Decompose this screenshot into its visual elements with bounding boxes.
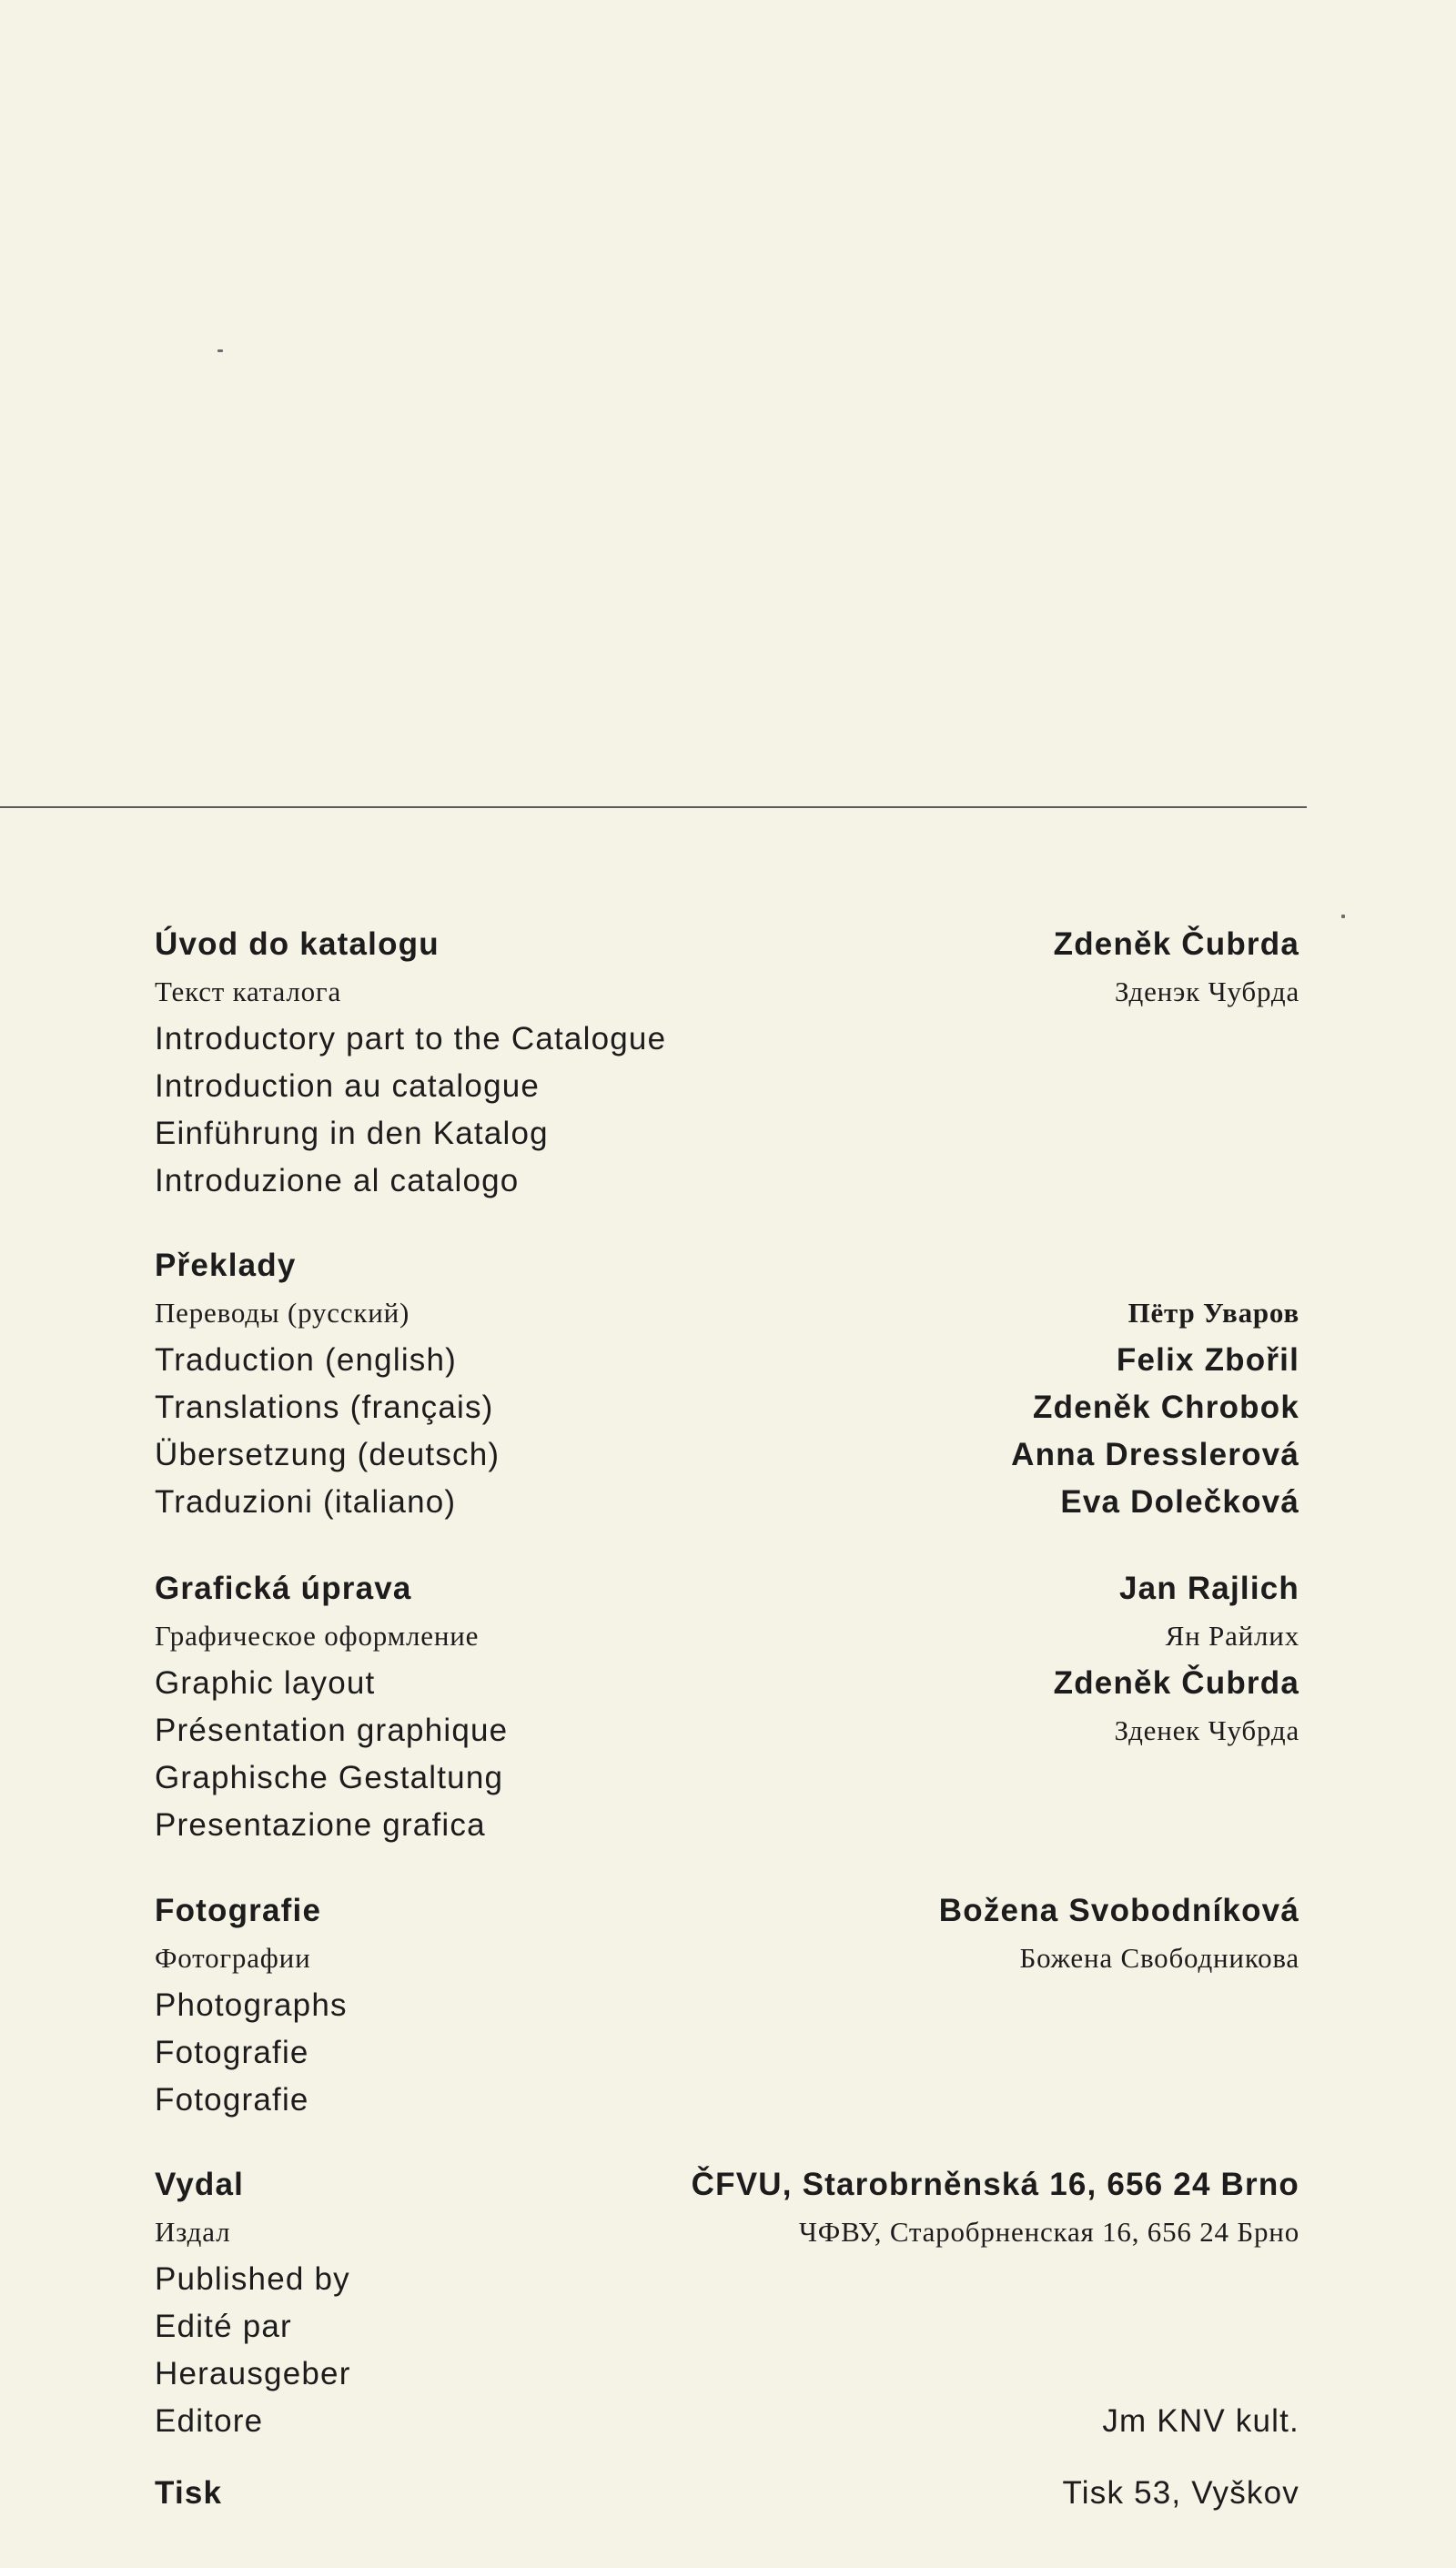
photo-line-english: Photographs: [155, 1987, 348, 2023]
graphic-line-french: Présentation graphique: [155, 1713, 509, 1748]
translator-italian: Eva Dolečková: [1060, 1484, 1299, 1520]
photo-line-italian: Fotografie: [155, 2082, 309, 2118]
intro-author-name-cyrillic: Зденэк Чубрда: [1114, 976, 1299, 1007]
publisher-line-russian: Издал: [155, 2216, 231, 2248]
photographer-name: Božena Svobodníková: [938, 1893, 1299, 1928]
graphic-codesigner-name-cyrillic: Зденек Чубрда: [1114, 1714, 1299, 1746]
graphic-designer-name-cyrillic: Ян Райлих: [1165, 1620, 1299, 1652]
translator-english: Felix Zbořil: [1116, 1342, 1299, 1378]
horizontal-divider: [0, 806, 1307, 808]
license-note: Jm KNV kult.: [1102, 2403, 1299, 2439]
publisher-address-cyrillic: ЧФВУ, Старобрненская 16, 656 24 Брно: [798, 2216, 1299, 2248]
intro-line-russian: Текст каталога: [155, 976, 342, 1007]
section-heading-graphic: Grafická úprava: [155, 1571, 412, 1606]
section-heading-publisher: Vydal: [155, 2167, 245, 2202]
translations-line-german: Übersetzung (deutsch): [155, 1437, 500, 1472]
paper-speck: [217, 349, 223, 352]
graphic-line-italian: Presentazione grafica: [155, 1807, 486, 1843]
publisher-line-french: Edité par: [155, 2309, 292, 2344]
intro-line-french: Introduction au catalogue: [155, 1068, 541, 1104]
graphic-line-german: Graphische Gestaltung: [155, 1760, 504, 1795]
paper-speck: [1341, 915, 1345, 918]
translator-russian: Пётр Уваров: [1127, 1297, 1299, 1329]
photographer-name-cyrillic: Божена Свободникова: [1019, 1942, 1299, 1974]
graphic-line-english: Graphic layout: [155, 1665, 376, 1701]
section-heading-intro: Úvod do katalogu: [155, 926, 440, 962]
intro-line-italian: Introduzione al catalogo: [155, 1163, 520, 1198]
publisher-address: ČFVU, Starobrněnská 16, 656 24 Brno: [691, 2167, 1299, 2202]
intro-line-english: Introductory part to the Catalogue: [155, 1021, 667, 1057]
translations-line-french: Translations (français): [155, 1390, 494, 1425]
translator-german: Anna Dresslerová: [1011, 1437, 1299, 1472]
section-heading-photo: Fotografie: [155, 1893, 322, 1928]
section-heading-translations: Překlady: [155, 1248, 297, 1283]
photo-line-russian: Фотографии: [155, 1942, 311, 1974]
translations-line-italian: Traduzioni (italiano): [155, 1484, 457, 1520]
printer-name: Tisk 53, Vyškov: [1062, 2475, 1299, 2511]
graphic-line-russian: Графическое оформление: [155, 1620, 480, 1652]
translator-french: Zdeněk Chrobok: [1033, 1390, 1299, 1425]
publisher-line-italian: Editore: [155, 2403, 264, 2439]
intro-line-german: Einführung in den Katalog: [155, 1116, 549, 1151]
graphic-designer-name: Jan Rajlich: [1119, 1571, 1299, 1606]
graphic-codesigner-name: Zdeněk Čubrda: [1053, 1665, 1299, 1701]
publisher-line-english: Published by: [155, 2261, 350, 2297]
translations-line-russian: Переводы (русский): [155, 1297, 410, 1329]
photo-line-french: Fotografie: [155, 2035, 309, 2070]
section-heading-print: Tisk: [155, 2475, 223, 2511]
intro-author-name: Zdeněk Čubrda: [1053, 926, 1299, 962]
publisher-line-german: Herausgeber: [155, 2356, 351, 2391]
translations-line-english: Traduction (english): [155, 1342, 458, 1378]
